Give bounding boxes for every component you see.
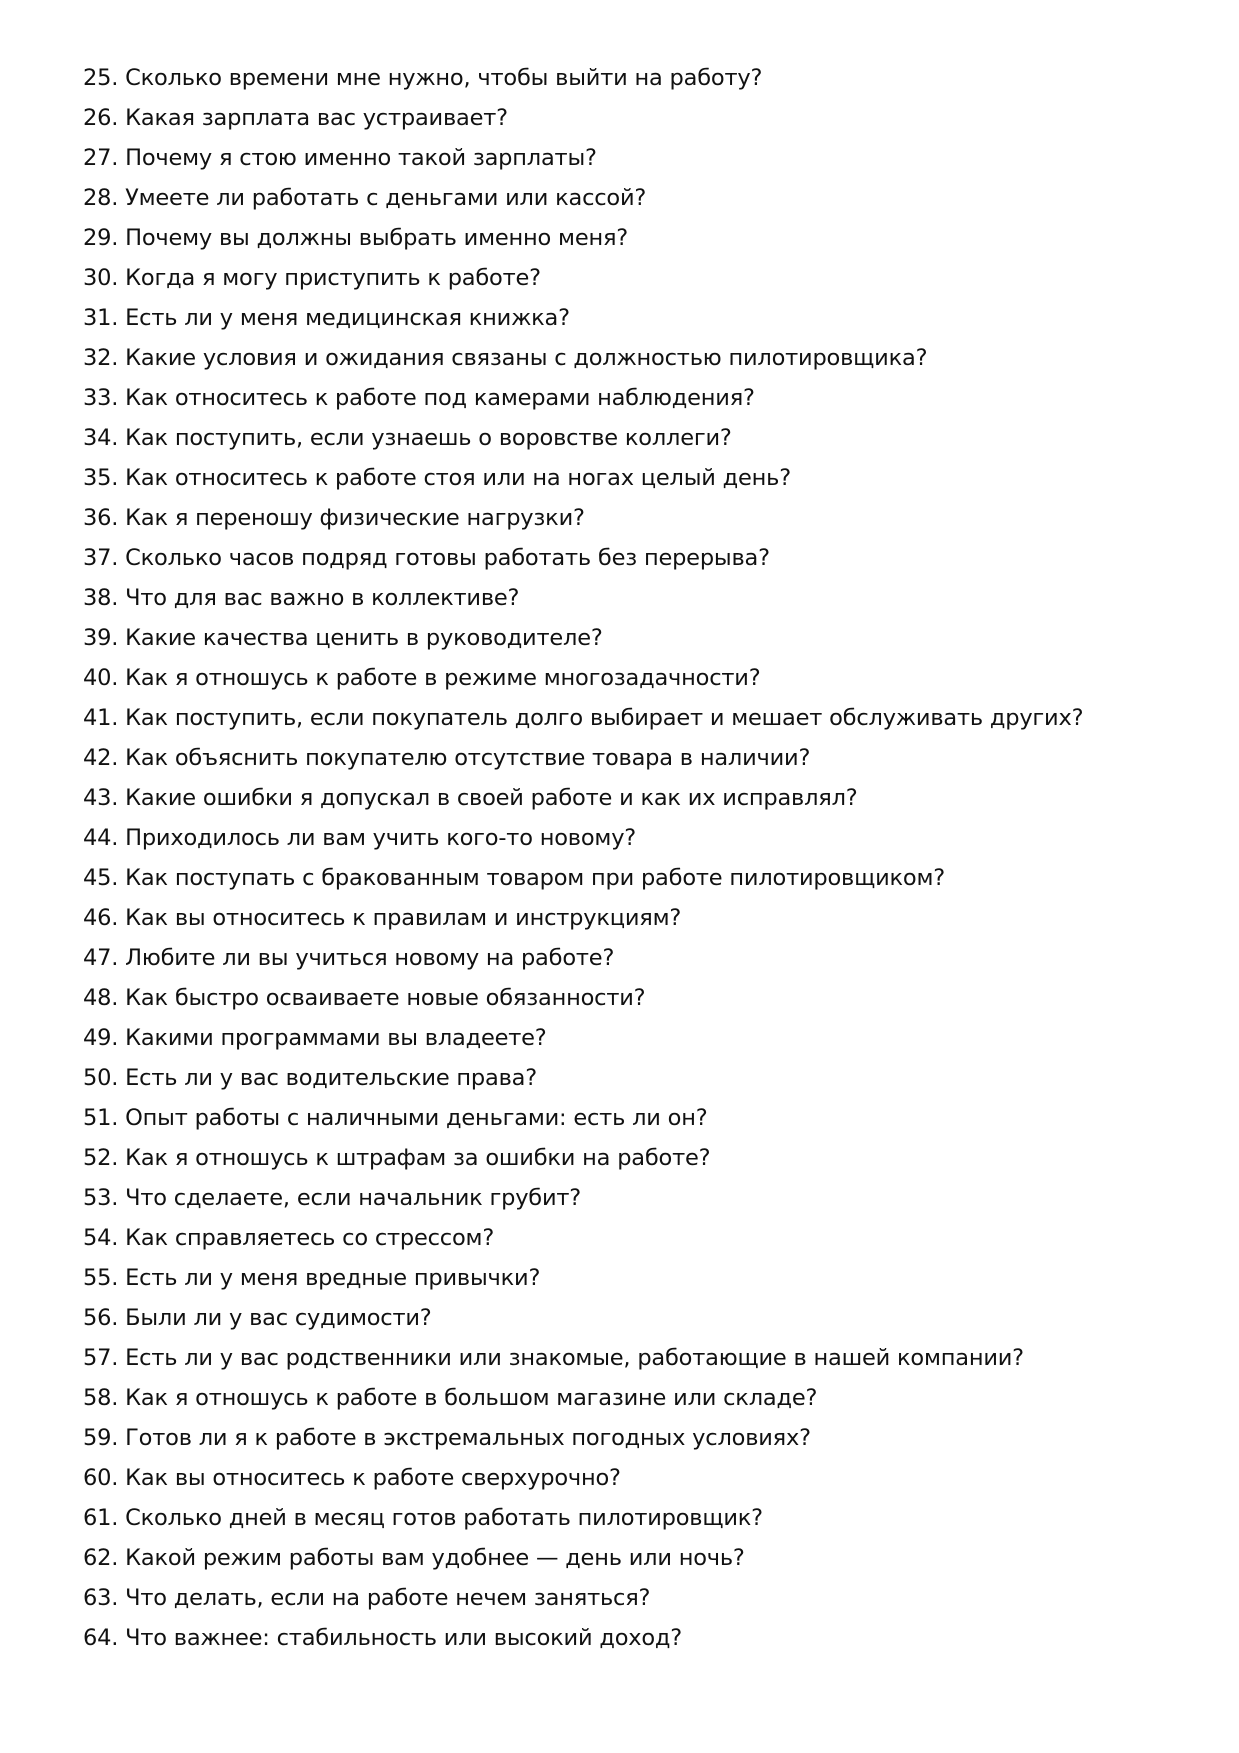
list-item: 33. Как относитесь к работе под камерами наблюдения?: [83, 385, 755, 411]
question-list: [83, 58, 1183, 1658]
list-item: 39. Какие качества ценить в руководителе?: [83, 625, 603, 651]
list-item: 38. Что для вас важно в коллективе?: [83, 585, 520, 611]
list-item: 31. Есть ли у меня медицинская книжка?: [83, 305, 570, 331]
list-item: 60. Как вы относитесь к работе сверхурочно?: [83, 1465, 621, 1491]
list-item: 48. Как быстро осваиваете новые обязанности?: [83, 985, 646, 1011]
list-item: 64. Что важнее: стабильность или высокий доход?: [83, 1625, 683, 1651]
list-item: 42. Как объяснить покупателю отсутствие товара в наличии?: [83, 745, 811, 771]
list-item: 62. Какой режим работы вам удобнее — день или ночь?: [83, 1545, 745, 1571]
list-item: 58. Как я отношусь к работе в большом магазине или складе?: [83, 1385, 818, 1411]
list-item: 61. Сколько дней в месяц готов работать пилотировщик?: [83, 1505, 763, 1531]
list-item: 56. Были ли у вас судимости?: [83, 1305, 432, 1331]
list-item: 47. Любите ли вы учиться новому на работе?: [83, 945, 615, 971]
list-item: 59. Готов ли я к работе в экстремальных погодных условиях?: [83, 1425, 811, 1451]
list-item: 55. Есть ли у меня вредные привычки?: [83, 1265, 541, 1291]
list-item: 43. Какие ошибки я допускал в своей работе и как их исправлял?: [83, 785, 858, 811]
list-item: 54. Как справляетесь со стрессом?: [83, 1225, 495, 1251]
list-item: 30. Когда я могу приступить к работе?: [83, 265, 541, 291]
list-item: 36. Как я переношу физические нагрузки?: [83, 505, 585, 531]
list-item: 44. Приходилось ли вам учить кого-то новому?: [83, 825, 637, 851]
list-item: 28. Умеете ли работать с деньгами или кассой?: [83, 185, 647, 211]
list-item: 49. Какими программами вы владеете?: [83, 1025, 547, 1051]
list-item: 29. Почему вы должны выбрать именно меня?: [83, 225, 629, 251]
list-item: 45. Как поступать с бракованным товаром при работе пилотировщиком?: [83, 865, 945, 891]
list-item: 35. Как относитесь к работе стоя или на ногах целый день?: [83, 465, 791, 491]
list-item: 40. Как я отношусь к работе в режиме многозадачности?: [83, 665, 761, 691]
list-item: 25. Сколько времени мне нужно, чтобы выйти на работу?: [83, 65, 763, 91]
list-item: 34. Как поступить, если узнаешь о воровстве коллеги?: [83, 425, 732, 451]
list-item: 63. Что делать, если на работе нечем заняться?: [83, 1585, 651, 1611]
list-item: 53. Что сделаете, если начальник грубит?: [83, 1185, 582, 1211]
list-item: 37. Сколько часов подряд готовы работать без перерыва?: [83, 545, 770, 571]
list-item: 41. Как поступить, если покупатель долго выбирает и мешает обслуживать других?: [83, 705, 1084, 731]
list-item: 50. Есть ли у вас водительские права?: [83, 1065, 537, 1091]
list-item: 57. Есть ли у вас родственники или знакомые, работающие в нашей компании?: [83, 1345, 1024, 1371]
list-item: 27. Почему я стою именно такой зарплаты?: [83, 145, 597, 171]
list-item: 46. Как вы относитесь к правилам и инструкциям?: [83, 905, 682, 931]
list-item: 26. Какая зарплата вас устраивает?: [83, 105, 508, 131]
list-item: 32. Какие условия и ожидания связаны с должностью пилотировщика?: [83, 345, 928, 371]
list-item: 51. Опыт работы с наличными деньгами: есть ли он?: [83, 1105, 708, 1131]
list-item: 52. Как я отношусь к штрафам за ошибки на работе?: [83, 1145, 711, 1171]
